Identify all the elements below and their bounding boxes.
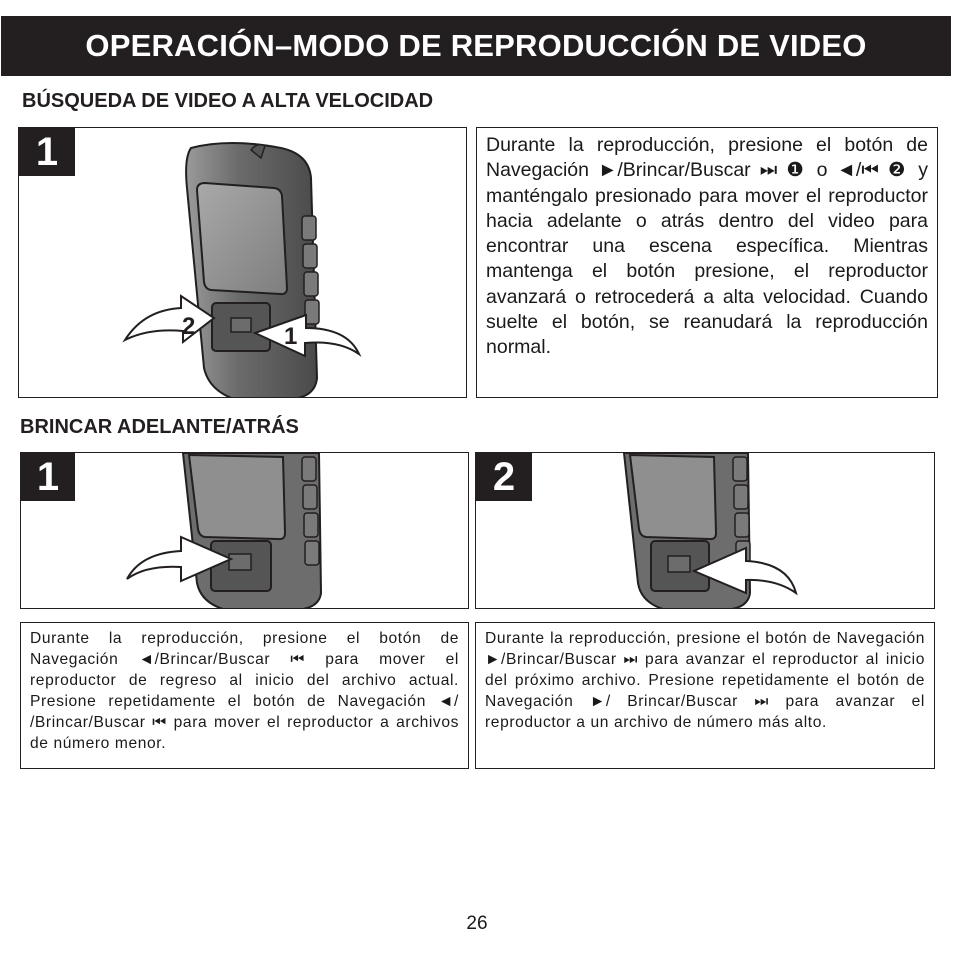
section-title-skip: BRINCAR ADELANTE/ATRÁS <box>20 416 299 438</box>
player-illustration <box>21 453 469 609</box>
illustration-skip-forward <box>475 452 935 609</box>
arrow-left-label: 2 <box>182 313 196 340</box>
step-badge: 2 <box>476 453 532 501</box>
page-title-banner <box>1 16 951 76</box>
section-title-high-speed-search: BÚSQUEDA DE VIDEO A ALTA VELOCIDAD <box>22 90 434 112</box>
instruction-skip-forward: Durante la reproducción, presione el botón de Navegación ►/Brincar/Buscar ⏭ para avanzar el reproductor al inicio del próximo archivo. Presione repetidamente el botón de Navegación ►/ Brincar/Buscar ⏭ para avanzar el reproductor a un archivo de número más alto. <box>475 622 935 769</box>
arrow-right-label: 1 <box>284 323 298 350</box>
page-number: 26 <box>466 913 488 934</box>
media-player-device <box>183 453 321 609</box>
step-badge: 1 <box>21 453 75 501</box>
player-illustration <box>19 128 467 398</box>
illustration-high-speed-search <box>18 127 467 398</box>
instruction-skip-back: Durante la reproducción, presione el botón de Navegación ◄/Brincar/Buscar ⏮ para mover el reproductor de regreso al inicio del archivo actual. Presione repetidamente el botón de Navegación ◄/ /Brincar/Buscar ⏮ para mover el reproductor a archivos de número menor. <box>20 622 469 769</box>
page-title: OPERACIÓN–MODO DE REPRODUCCIÓN DE VIDEO <box>85 28 867 63</box>
illustration-skip-back <box>20 452 469 609</box>
media-player-device <box>186 143 319 398</box>
step-badge: 1 <box>19 128 75 176</box>
player-illustration <box>476 453 935 609</box>
instruction-high-speed-search: Durante la reproducción, presione el botón de Navegación ►/Brincar/Buscar ⏭ ❶ o ◄/⏮ ❷ y manténgalo presionado para mover el reproductor hacia adelante o atrás dentro del video para encontrar una escena específica. Mientras mantenga el botón presione, el reproductor avanzará o retrocederá a alta velocidad. Cuando suelte el botón, se reanudará la reproducción normal. <box>476 127 938 398</box>
